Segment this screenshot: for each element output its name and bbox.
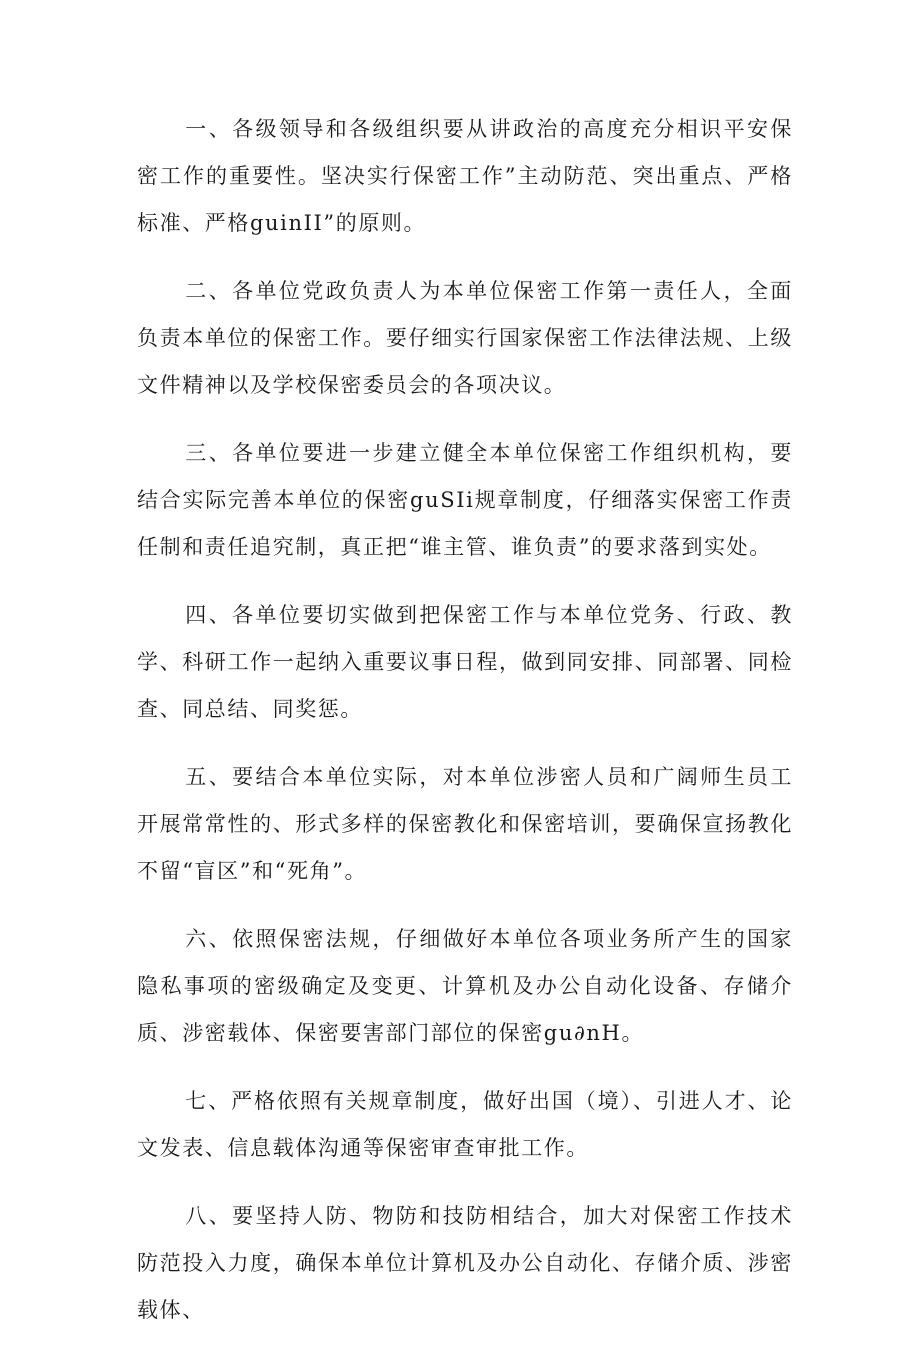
document-body xyxy=(137,106,793,1355)
paragraph-8: 八、要坚持人防、物防和技防相结合，加大对保密工作技术防范投入力度，确保本单位计算机及办公自动化、存储介质、涉密载体、 xyxy=(137,1204,793,1322)
paragraph-7: 七、严格依照有关规章制度，做好出国（境）、引进人才、论文发表、信息载体沟通等保密审查审批工作。 xyxy=(137,1089,793,1160)
paragraph-2: 二、各单位党政负责人为本单位保密工作第一责任人，全面负责本单位的保密工作。要仔细实行国家保密工作法律法规、上级文件精神以及学校保密委员会的各项决议。 xyxy=(137,279,793,397)
paragraph-5: 五、要结合本单位实际，对本单位涉密人员和广阔师生员工开展常常性的、形式多样的保密教化和保密培训，要确保宣扬教化不留“盲区”和“死角”。 xyxy=(137,765,793,883)
paragraph-4: 四、各单位要切实做到把保密工作与本单位党务、行政、教学、科研工作一起纳入重要议事日程，做到同安排、同部署、同检查、同总结、同奖惩。 xyxy=(137,603,793,721)
paragraph-3: 三、各单位要进一步建立健全本单位保密工作组织机构，要结合实际完善本单位的保密guSIi规章制度，仔细落实保密工作责任制和责任追究制，真正把“谁主管、谁负责”的要求落到实处。 xyxy=(137,441,793,559)
paragraph-6: 六、依照保密法规，仔细做好本单位各项业务所产生的国家隐私事项的密级确定及变更、计算机及办公自动化设备、存储介质、涉密载体、保密要害部门部位的保密gu∂nH。 xyxy=(137,927,793,1045)
paragraph-1: 一、各级领导和各级组织要从讲政治的高度充分相识平安保密工作的重要性。坚决实行保密工作”主动防范、突出重点、严格标准、严格guinII”的原则。 xyxy=(137,117,793,235)
